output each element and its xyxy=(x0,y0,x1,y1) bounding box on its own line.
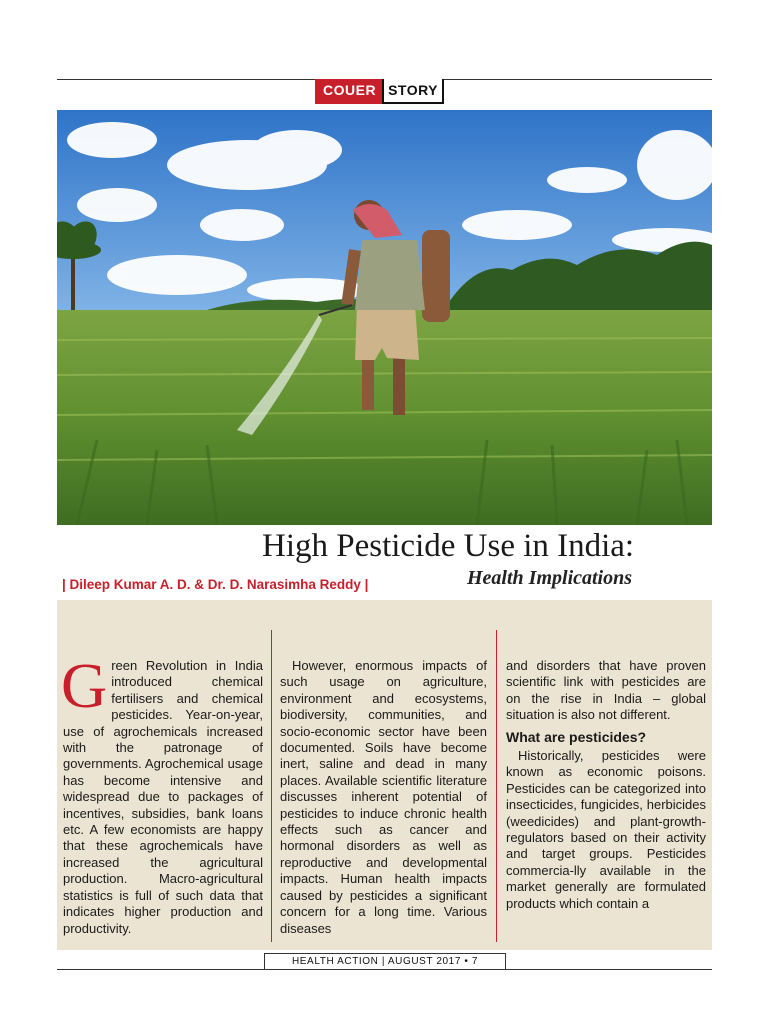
column-2-text: However, enormous impacts of such usage on agriculture, environment and ecosystems, biodiversity, communities, and socio-economic sector have been documented. Soils have become inert, saline and dead in many places. Available scientific literature discusses inherent potential of pesticides to induce chronic health effects such as cancer and hormonal disorders as well as reproductive and developmental impacts. Human health impacts caused by pesticides a significant concern for a long time. Various diseases xyxy=(280,658,487,936)
column-3-text-2: Historically, pesticides were known as economic poisons. Pesticides can be categorized into insecticides, fungicides, herbicides (weedicides) and plant-growth-regulators based on their activity and target groups. Pesticides commercia-lly available in the market generally are formulated products which contain a xyxy=(506,748,706,911)
column-3 xyxy=(506,658,706,912)
drop-cap: G xyxy=(61,650,108,721)
section-tag-story: STORY xyxy=(382,79,444,104)
article-title: High Pesticide Use in India: xyxy=(262,528,635,564)
section-tag xyxy=(315,79,444,104)
page-folio: HEALTH ACTION | AUGUST 2017 • 7 xyxy=(264,953,506,970)
article-subtitle: Health Implications xyxy=(467,567,633,589)
column-divider-1 xyxy=(271,630,272,942)
column-1-text: reen Revolution in India introduced chemical fertilisers and chemical pesticides. Year-on-year, use of agrochemicals increased with the patronage of governments. Agrochemical usage has become intensive and widespread due to packages of incentives, subsidies, bank loans etc. A few economists are happy that these agrochemicals have increased the agricultural production. Macro-agricultural statistics is full of such data that indicates higher production and productivity. xyxy=(63,658,263,936)
column-3-text-1: and disorders that have proven scientific link with pesticides are on the rise in India – global situation is also not different. xyxy=(506,658,706,723)
column-1 xyxy=(61,650,263,937)
hero-photo xyxy=(57,110,712,525)
section-tag-cover: COUER xyxy=(315,79,382,104)
column-2 xyxy=(280,658,487,937)
column-divider-2 xyxy=(496,630,497,942)
section-heading: What are pesticides? xyxy=(506,728,647,745)
article-byline: | Dileep Kumar A. D. & Dr. D. Narasimha Reddy | xyxy=(62,577,369,592)
